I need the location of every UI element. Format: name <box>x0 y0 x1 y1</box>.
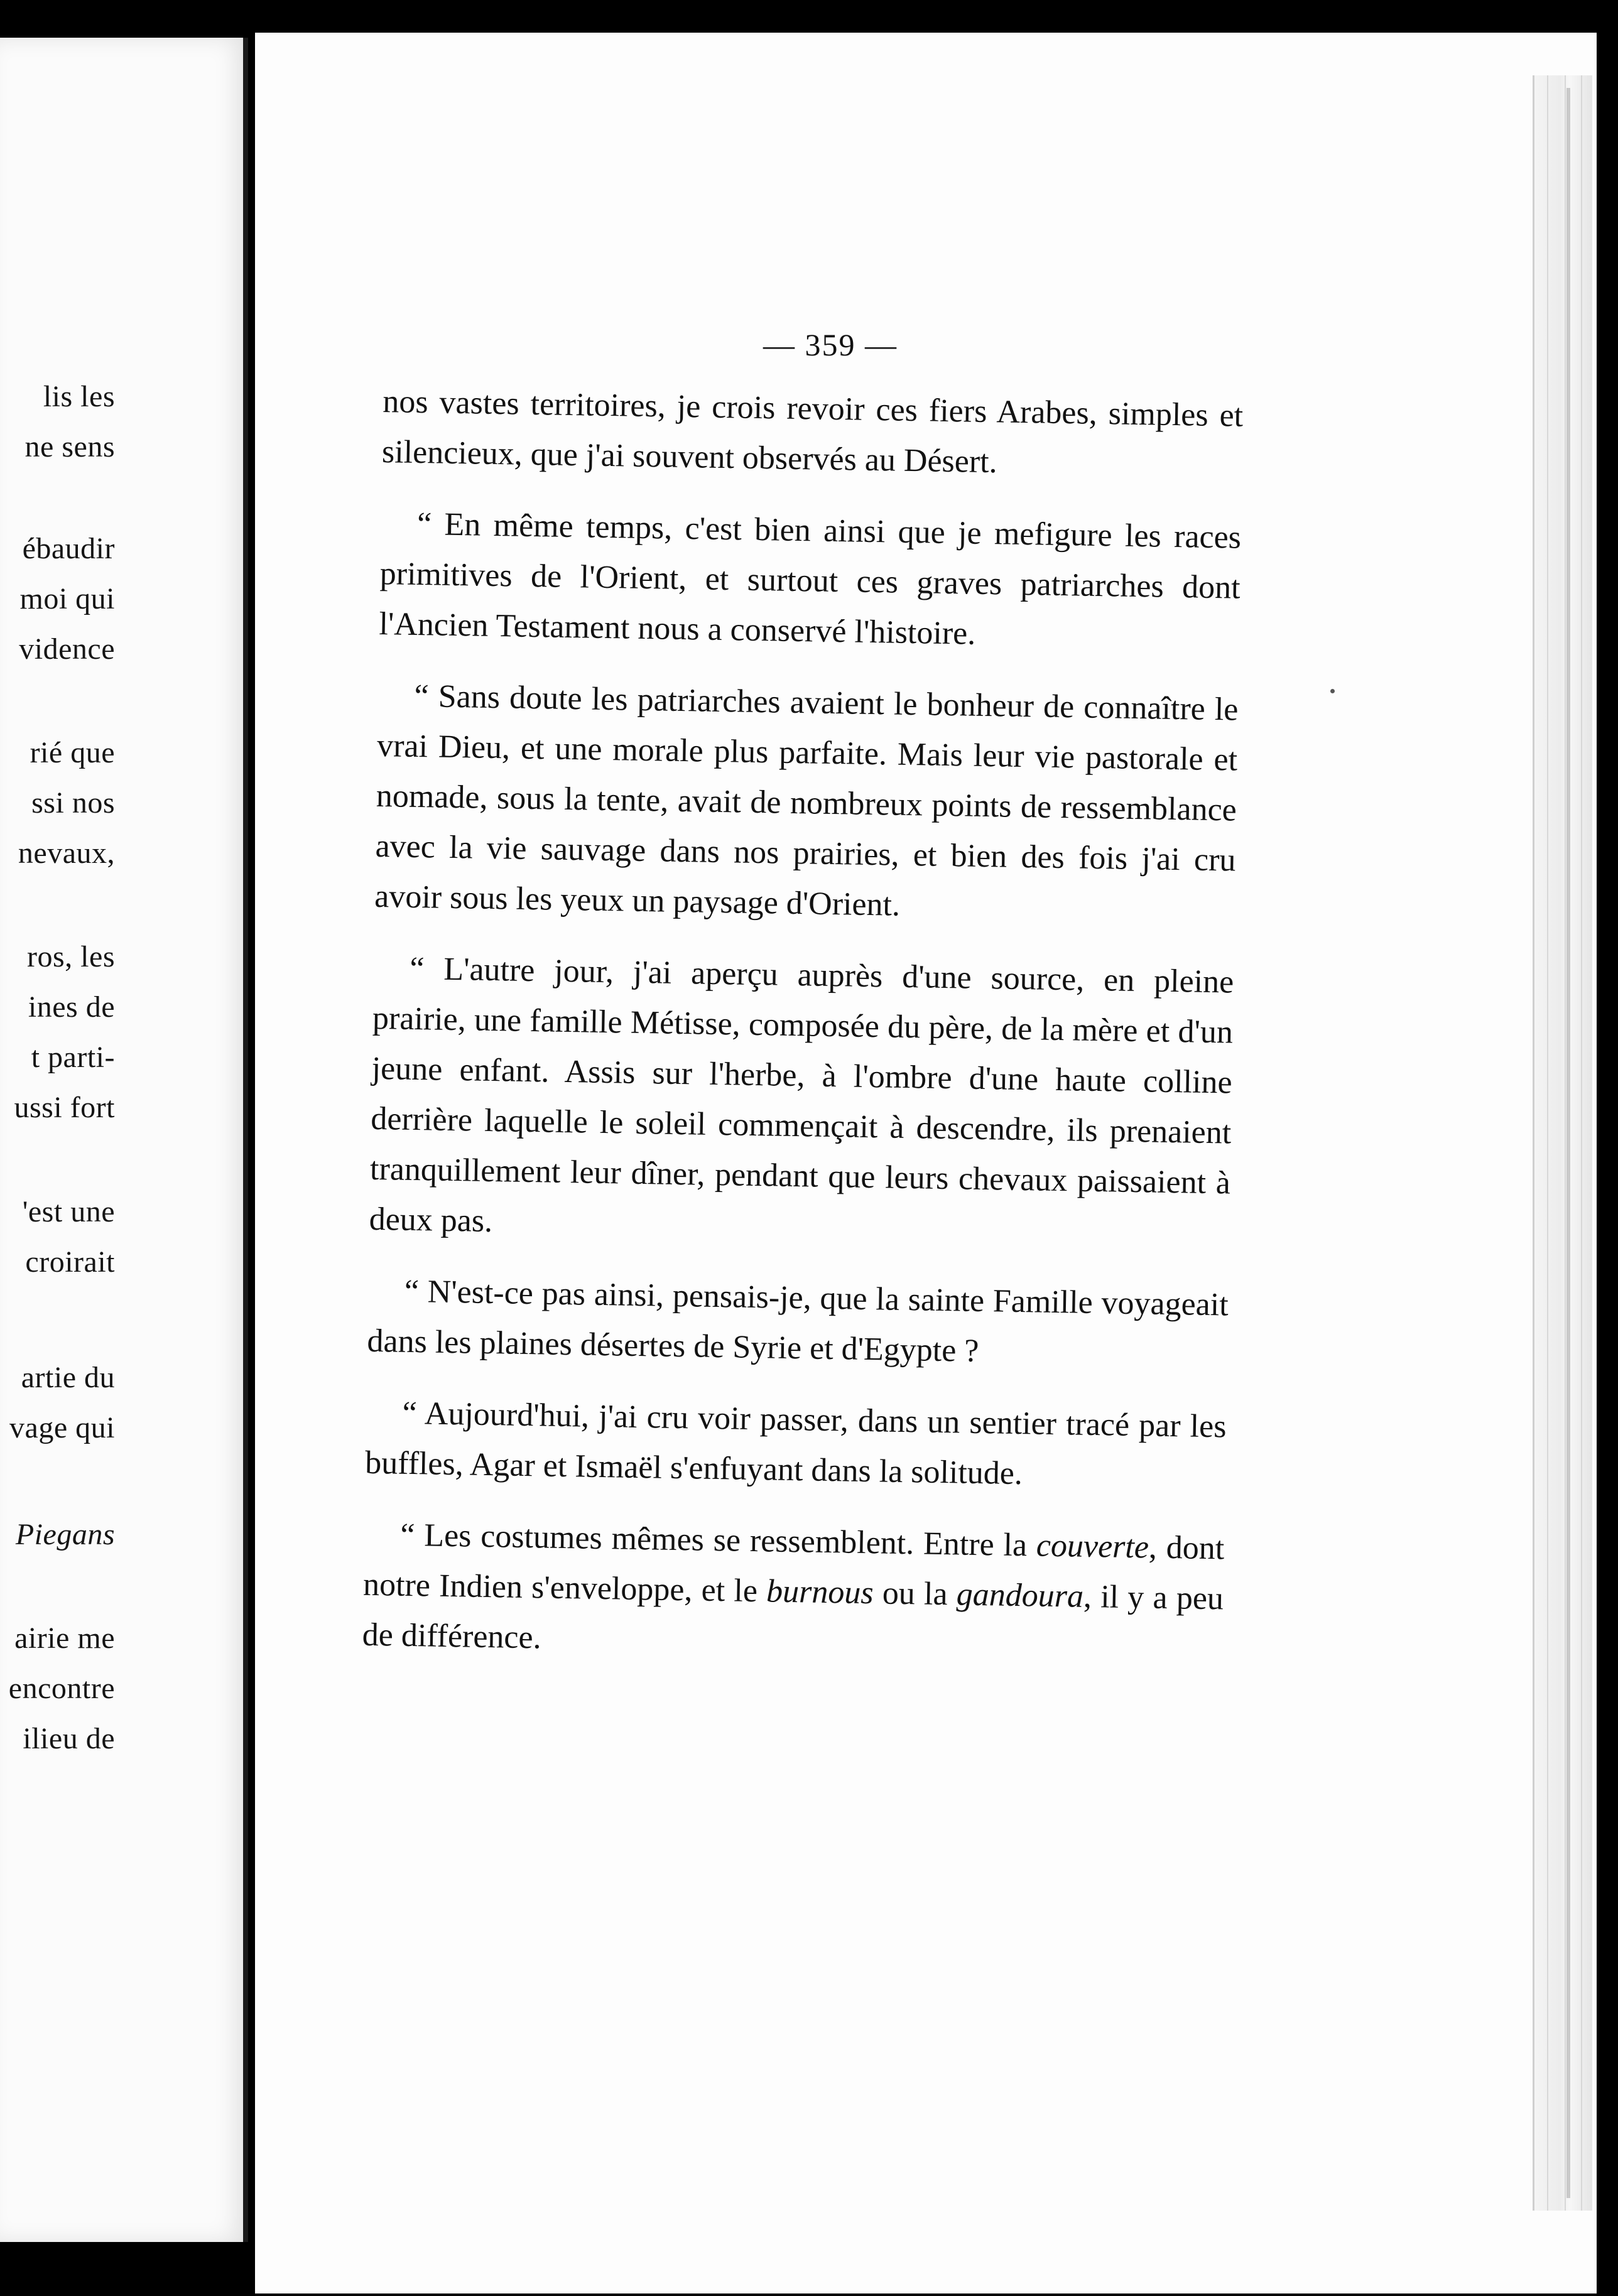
body-text <box>362 377 1244 1696</box>
left-page-line: rié que <box>30 736 115 769</box>
paragraph: “ Sans doute les patriarches avaient le bonheur de connaître le vrai Dieu, et une morale plus parfaite. Mais leur vie pastorale et nomade, sous la tente, avait de nombreux points de ressemblance avec la vie sauvage dans nos prairies, et bien des fois j'ai cru avoir sous les yeux un paysage d'Orient. <box>374 678 1239 923</box>
italic-term: burnous <box>766 1573 874 1611</box>
left-page-line: croirait <box>25 1245 115 1279</box>
text-span: , il y a peu de différence. <box>362 1578 1224 1656</box>
left-page-line: nevaux, <box>18 837 115 870</box>
italic-term: couverte <box>1036 1527 1149 1566</box>
page-edge-line <box>1581 75 1582 2211</box>
text-span: ou la <box>873 1575 957 1613</box>
left-page-line: ines de <box>28 990 115 1024</box>
paragraph: “ Aujourd'hui, j'ai cru voir passer, dans un sentier tracé par les buffles, Agar et Ismaël s'enfuyant dans la solitude. <box>364 1395 1227 1492</box>
left-page-line: ussi fort <box>14 1091 115 1124</box>
left-page-line: ssi nos <box>31 786 115 820</box>
left-page-line: ébaudir <box>22 532 115 565</box>
left-page-line: airie me <box>14 1622 115 1655</box>
left-page-line: encontre <box>8 1672 115 1705</box>
page-number: — 359 — <box>763 327 898 362</box>
left-page-line: artie du <box>21 1361 115 1394</box>
left-page-line: 'est une <box>22 1195 115 1228</box>
page-edge-stack <box>1533 75 1592 2211</box>
paragraph: “ En même temps, c'est bien ainsi que je mefigure les races primitives de l'Orient, et surtout ces graves patriarches dont l'Ancien Testament nous a conservé l'histoire. <box>379 506 1242 652</box>
left-page-line: moi qui <box>19 582 115 615</box>
left-page-line: ros, les <box>27 940 115 973</box>
paragraph: nos vastes territoires, je crois revoir ces fiers Arabes, simples et silencieux, que j'ai souvent observés au Désert. <box>381 383 1244 480</box>
left-page-line: vage qui <box>9 1411 115 1444</box>
paragraph: “ L'autre jour, j'ai aperçu auprès d'une source, en pleine prairie, une famille Métisse, composée du père, de la mère et d'un jeune enfant. Assis sur l'herbe, à l'ombre d'une haute colline derrière laquelle le soleil commençait à descendre, ils prenaient tranquillement leur dîner, pendant que leurs chevaux paissaient à deux pas. <box>369 950 1234 1240</box>
page-edge-line <box>1547 75 1548 2211</box>
page-edge-outline <box>1566 88 1570 2198</box>
text-span: , dont notre Indien s'enveloppe, et le <box>362 1529 1225 1610</box>
page-edge-line <box>1565 75 1566 2211</box>
text-span: “ Les costumes mêmes se ressemblent. Entre la <box>399 1517 1037 1564</box>
left-page-line: ilieu de <box>23 1722 115 1755</box>
paragraph <box>362 1510 1225 1675</box>
left-page-line: ne sens <box>24 430 115 463</box>
ink-speck <box>1330 689 1335 693</box>
left-page-line: t parti- <box>31 1041 115 1074</box>
previous-page-fragment <box>0 38 248 2242</box>
paragraph: “ N'est-ce pas ainsi, pensais-je, que la sainte Famille voyageait dans les plaines désertes de Syrie et d'Egypte ? <box>367 1273 1229 1369</box>
left-page-line: vidence <box>19 632 115 666</box>
page-gutter <box>243 38 248 2242</box>
left-page-line: lis les <box>43 380 115 413</box>
italic-term: gandoura <box>956 1576 1084 1615</box>
left-page-line: Piegans <box>15 1518 115 1551</box>
